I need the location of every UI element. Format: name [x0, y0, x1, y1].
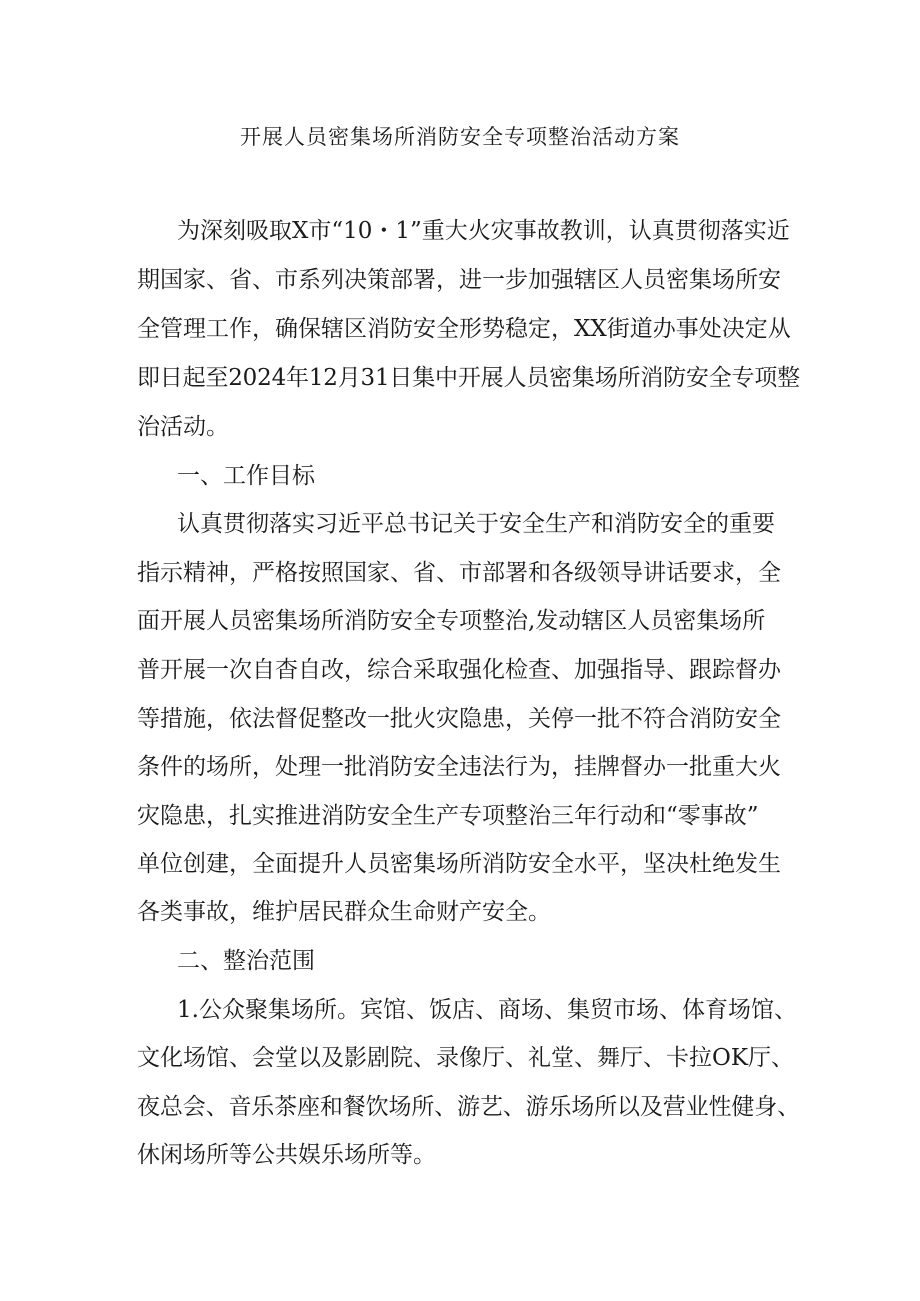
intro-line: 全管理工作，确保辖区消防安全形势稳定，XX街道办事处决定从 [137, 316, 791, 342]
section2-line: 夜总会、音乐茶座和餐饮场所、游艺、游乐场所以及营业性健身、 [137, 1094, 800, 1120]
section1-line: 普开展一次自杳自改，综合采取强化检查、加强指导、跟踪督办 [137, 657, 781, 683]
section2-line: 休闲场所等公共娱乐场所等。 [137, 1142, 436, 1168]
section1-line: 灾隐患，扎实推进消防安全生产专项整治三年行动和“零事故” [137, 803, 759, 829]
section1-line: 条件的场所，处理一批消防安全违法行为，挂牌督办一批重大火 [137, 754, 781, 780]
document-title: 开展人员密集场所消防安全专项整治活动方案 [240, 125, 680, 149]
intro-line: 期国家、省、市系列决策部署，进一步加强辖区人员密集场所安 [137, 267, 781, 293]
section1-line: 面开展人员密集场所消防安全专项整治,发动辖区人员密集场所 [137, 608, 766, 634]
section1-line: 等措施，依法督促整改一批火灾隐患，关停一批不符合消防安全 [137, 706, 781, 732]
section2-line: 1.公众聚集场所。宾馆、饭店、商场、集贸市场、体育场馆、 [177, 997, 797, 1023]
intro-line: 即日起至2024年12月31日集中开展人员密集场所消防安全专项整 [137, 365, 800, 391]
section-heading-goals: 一、工作目标 [177, 463, 315, 489]
section1-line: 各类事故，维护居民群众生命财产安全。 [137, 899, 551, 925]
section1-line: 单位创建，全面提升人员密集场所消防安全水平，坚决杜绝发生 [137, 851, 781, 877]
section-heading-scope: 二、整治范围 [177, 948, 315, 974]
section1-line: 指示精神，严格按照国家、省、市部署和各级领导讲话要求，全 [137, 560, 781, 586]
section1-line: 认真贯彻落实习近平总书记关于安全生产和消防安全的重要 [177, 511, 775, 537]
section2-line: 文化场馆、会堂以及影剧院、录像厅、礼堂、舞厅、卡拉OK厅、 [137, 1045, 795, 1071]
intro-line: 为深刻吸取X市“10・1”重大火灾事故教训，认真贯彻落实近 [177, 218, 790, 244]
intro-line: 治活动。 [137, 414, 229, 440]
